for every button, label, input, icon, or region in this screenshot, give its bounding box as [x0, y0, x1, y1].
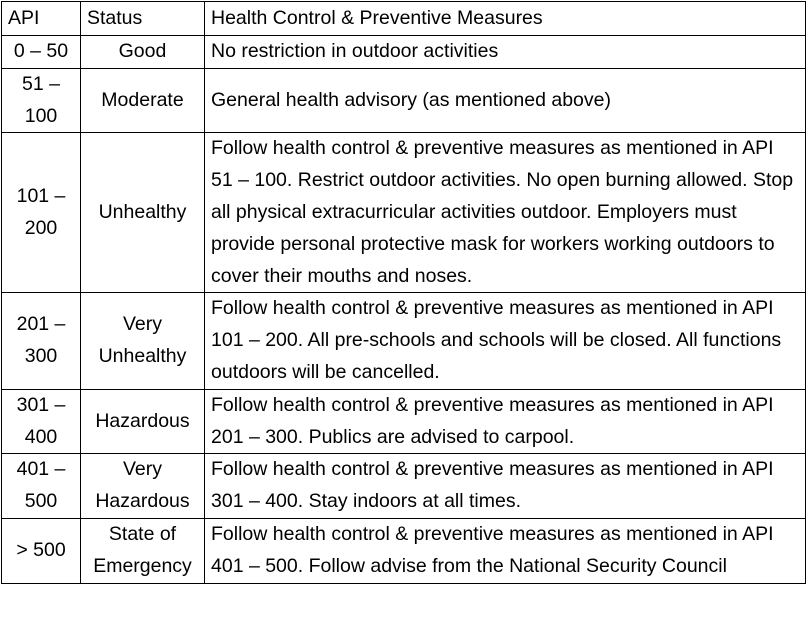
column-header-api: API — [2, 2, 81, 36]
table-row — [2, 36, 806, 69]
api-range-cell: 0 – 50 — [2, 36, 81, 69]
table-row — [2, 293, 806, 389]
status-cell: State of Emergency — [81, 518, 205, 583]
measures-cell: General health advisory (as mentioned above) — [205, 68, 806, 133]
api-range-cell: 401 – 500 — [2, 454, 81, 519]
measures-cell: Follow health control & preventive measures as mentioned in API 401 – 500. Follow advise from the National Security Council — [205, 518, 806, 583]
table-row — [2, 454, 806, 519]
table-row — [2, 389, 806, 454]
status-cell: Unhealthy — [81, 133, 205, 293]
status-cell: Hazardous — [81, 389, 205, 454]
api-range-cell: 201 – 300 — [2, 293, 81, 389]
measures-cell: Follow health control & preventive measures as mentioned in API 101 – 200. All pre-schools and schools will be closed. All functions outdoors will be cancelled. — [205, 293, 806, 389]
api-range-cell: 51 – 100 — [2, 68, 81, 133]
table-row — [2, 68, 806, 133]
api-range-cell: 101 – 200 — [2, 133, 81, 293]
table-row — [2, 518, 806, 583]
api-range-cell: > 500 — [2, 518, 81, 583]
column-header-measures: Health Control & Preventive Measures — [205, 2, 806, 36]
status-cell: Moderate — [81, 68, 205, 133]
measures-cell: No restriction in outdoor activities — [205, 36, 806, 69]
table-row — [2, 133, 806, 293]
status-cell: Good — [81, 36, 205, 69]
table-header-row — [2, 2, 806, 36]
api-health-table — [1, 1, 806, 584]
status-cell: Very Hazardous — [81, 454, 205, 519]
measures-cell: Follow health control & preventive measures as mentioned in API 51 – 100. Restrict outdoor activities. No open burning allowed. Stop all physical extracurricular activities outdoor. Employers must provide personal protective mask for workers working outdoors to cover their mouths and noses. — [205, 133, 806, 293]
column-header-status: Status — [81, 2, 205, 36]
status-cell: Very Unhealthy — [81, 293, 205, 389]
measures-cell: Follow health control & preventive measures as mentioned in API 201 – 300. Publics are advised to carpool. — [205, 389, 806, 454]
measures-cell: Follow health control & preventive measures as mentioned in API 301 – 400. Stay indoors at all times. — [205, 454, 806, 519]
api-range-cell: 301 – 400 — [2, 389, 81, 454]
